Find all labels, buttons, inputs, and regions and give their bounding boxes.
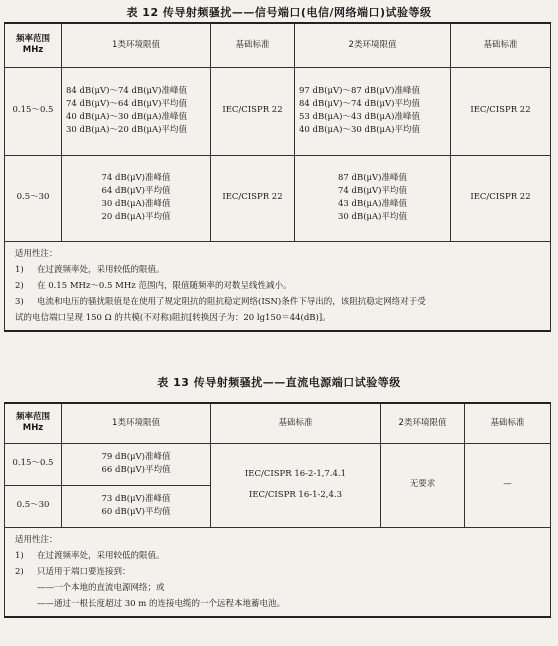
table13-notes <box>5 527 551 617</box>
table13-notes-row <box>5 527 551 617</box>
table13-header-env2: 2类环境限值 <box>381 403 465 443</box>
table12-notes-title: 适用性注： <box>15 248 58 259</box>
table13 <box>4 402 551 618</box>
table12-note-2: 2) 在 0.15 MHz～0.5 MHz 范围内，限值随频率的对数呈线性减小。 <box>15 280 292 291</box>
table12-row1-std1: IEC/CISPR 22 <box>211 67 295 155</box>
table13-header-freq: 频率范围 MHz <box>5 403 62 443</box>
table-row <box>5 443 551 485</box>
table12-note-1: 1) 在过渡频率处，采用较低的限值。 <box>15 264 165 275</box>
table-row <box>5 155 551 241</box>
table12-row2-freq: 0.5～30 <box>5 155 62 241</box>
table12-header-freq: 频率范围 MHz <box>5 23 62 67</box>
table12-row1-env1: 84 dB(μV)～74 dB(μV)准峰值 74 dB(μV)～64 dB(μV)平均值 40 dB(μA)～30 dB(μA)准峰值 30 dB(μA)～20 dB(μA)平均值 <box>62 67 211 155</box>
table12-row2-env2: 87 dB(μV)准峰值 74 dB(μV)平均值 43 dB(μA)准峰值 30 dB(μA)平均值 <box>295 155 451 241</box>
table13-row2-freq: 0.5～30 <box>5 485 62 527</box>
table12-notes <box>5 241 551 331</box>
table13-env2-merged: 无要求 <box>381 443 465 527</box>
table12-header-std2: 基础标准 <box>451 23 551 67</box>
table12-note-3: 3) 电流和电压的骚扰限值是在使用了规定阻抗的阻抗稳定网络(ISN)条件下导出的，该阻抗稳定网络对于受 <box>15 296 426 307</box>
table12-note-3-cont: 试的电信端口呈现 150 Ω 的共模(不对称)阻抗[转换因子为：20 lg150＝44(dB)]。 <box>15 313 331 324</box>
table12-row1-std2: IEC/CISPR 22 <box>451 67 551 155</box>
table13-header-env1: 1类环境限值 <box>62 403 211 443</box>
table13-std2-merged: — <box>465 443 551 527</box>
table-row <box>5 67 551 155</box>
table12-notes-row <box>5 241 551 331</box>
table12-row2-env1: 74 dB(μV)准峰值 64 dB(μV)平均值 30 dB(μA)准峰值 20 dB(μA)平均值 <box>62 155 211 241</box>
table13-note-1: 1) 在过渡频率处，采用较低的限值。 <box>15 550 165 561</box>
table13-notes-title: 适用性注： <box>15 534 58 545</box>
table13-row1-freq: 0.15～0.5 <box>5 443 62 485</box>
table13-note-2-sub-1: ——一个本地的直流电源网络；或 <box>37 582 165 593</box>
table13-row1-env1: 79 dB(μV)准峰值 66 dB(μV)平均值 <box>62 443 211 485</box>
table12-header-row <box>5 23 551 67</box>
table12-row2-std2: IEC/CISPR 22 <box>451 155 551 241</box>
table12-header-env1: 1类环境限值 <box>62 23 211 67</box>
table13-row2-env1: 73 dB(μV)准峰值 60 dB(μV)平均值 <box>62 485 211 527</box>
table12-header-std1: 基础标准 <box>211 23 295 67</box>
table12-row1-freq: 0.15～0.5 <box>5 67 62 155</box>
table12-header-env2: 2类环境限值 <box>295 23 451 67</box>
table13-caption: 表 13 传导射频骚扰——直流电源端口试验等级 <box>157 376 401 389</box>
table12-row2-std1: IEC/CISPR 22 <box>211 155 295 241</box>
table12-row1-env2: 97 dB(μV)～87 dB(μV)准峰值 84 dB(μV)～74 dB(μV)平均值 53 dB(μA)～43 dB(μA)准峰值 40 dB(μA)～30 dB(μA)平均值 <box>295 67 451 155</box>
table12-caption: 表 12 传导射频骚扰——信号端口(电信/网络端口)试验等级 <box>126 6 432 19</box>
table12 <box>4 22 551 332</box>
table13-note-2-sub-2: ——通过一根长度超过 30 m 的连接电缆的一个远程本地蓄电池。 <box>37 599 285 610</box>
table13-header-std: 基础标准 <box>211 403 381 443</box>
table13-note-2: 2) 只适用于端口要连接到： <box>15 566 131 577</box>
table13-std-merged: IEC/CISPR 16-2-1,7.4.1 IEC/CISPR 16-1-2,4.3 <box>211 443 381 527</box>
table13-header-std2: 基础标准 <box>465 403 551 443</box>
table13-header-row <box>5 403 551 443</box>
